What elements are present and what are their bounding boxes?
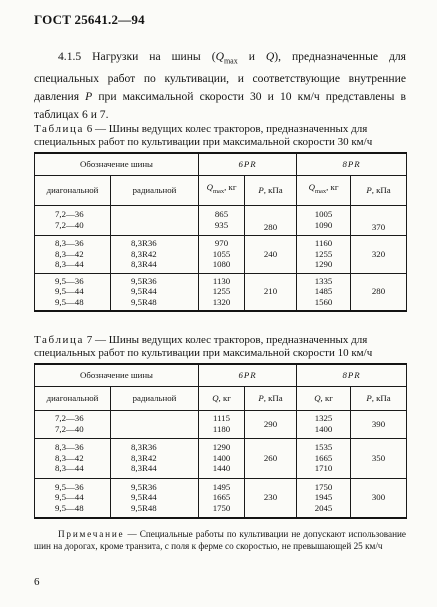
table6 (34, 152, 407, 312)
page-number: 6 (34, 576, 40, 588)
table6-header-6pr: 6PR (199, 153, 297, 175)
table7-header-radial: радиальной (111, 386, 199, 410)
section-paragraph: 4.1.5 Нагрузки на шины ($Q_{max}$ и Q), предназначенные для специальных работ по культивации, и соответствующие внутренние давления P при максимальной скорости 30 и 10 км/ч представлены в таблицах 6 и 7. (34, 50, 406, 121)
table7-header-8pr: 8PR (297, 364, 407, 386)
table7-caption: Таблица 7 — Шины ведущих колес тракторов, предназначенных для специальных работ по культивации при максимальной скорости 10 км/ч (34, 334, 373, 359)
table7-header-designation: Обозначение шины (35, 364, 199, 386)
table6-header-p8: P, кПа (351, 175, 407, 205)
table6-header-diagonal: диагональной (35, 175, 111, 205)
table-row: 7,2—36 7,2—40 1115 1180 290 1325 1400 390 (35, 410, 407, 438)
table-row: 9,5—36 9,5—44 9,5—48 9,5R36 9,5R44 9,5R48 1130 1255 1320 210 1335 1485 1560 280 (35, 273, 407, 311)
table-row: 8,3—36 8,3—42 8,3—44 8,3R36 8,3R42 8,3R44 1290 1400 1440 260 1535 1665 1710 350 (35, 438, 407, 478)
table6-header-designation: Обозначение шины (35, 153, 199, 175)
table6-header-p6: P, кПа (245, 175, 297, 205)
section-number: 4.1.5 (58, 50, 82, 63)
table6-header-q8: $Q_{max}$, кг (297, 175, 351, 205)
table6-header-radial: радиальной (111, 175, 199, 205)
table7-header-diagonal: диагональной (35, 386, 111, 410)
table7 (34, 363, 407, 519)
table6-header-8pr: 8PR (297, 153, 407, 175)
table-row: 9,5—36 9,5—44 9,5—48 9,5R36 9,5R44 9,5R48 1495 1665 1750 230 1750 1945 2045 300 (35, 478, 407, 518)
table6-caption: Таблица 6 — Шины ведущих колес тракторов, предназначенных для специальных работ по культивации при максимальной скорости 30 км/ч (34, 123, 373, 148)
table7-header-p6: P, кПа (245, 386, 297, 410)
table7-header-q6: Q, кг (199, 386, 245, 410)
table-note: Примечание — Специальные работы по культивации не допускают использование шин на дорогах, кроме транзита, с поля к ферме со скоростью, не превышающей 25 км/ч (34, 529, 406, 551)
table6-header-q6: $Q_{max}$, кг (199, 175, 245, 205)
document-header: ГОСТ 25641.2—94 (34, 12, 145, 27)
table7-header-6pr: 6PR (199, 364, 297, 386)
table-row: 8,3—36 8,3—42 8,3—44 8,3R36 8,3R42 8,3R44 970 1055 1080 240 1160 1255 1290 320 (35, 235, 407, 273)
table-row: 7,2—36 7,2—40 865 935 280 1005 1090 370 (35, 205, 407, 235)
table7-header-q8: Q, кг (297, 386, 351, 410)
table7-header-p8: P, кПа (351, 386, 407, 410)
